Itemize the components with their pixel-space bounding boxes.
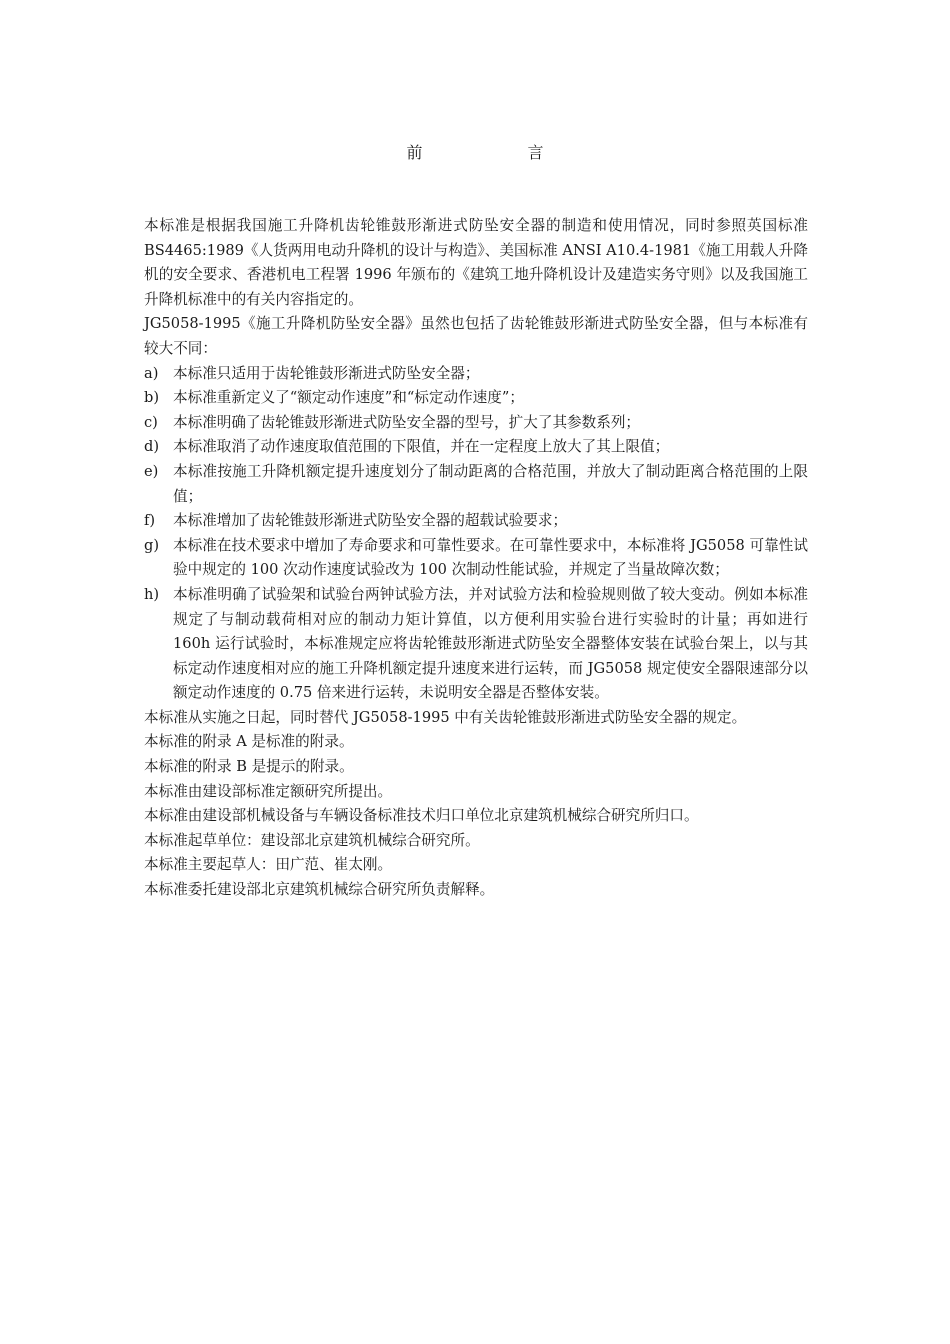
list-item-marker: b) — [144, 389, 160, 407]
list-item-e — [144, 460, 808, 509]
list-item-text: 本标准按施工升降机额定提升速度划分了制动距离的合格范围，并放大了制动距离合格范围的上限值； — [173, 462, 808, 505]
list-item-a — [144, 362, 808, 387]
list-item-f — [144, 509, 808, 534]
list-item-marker: a) — [144, 364, 159, 382]
intro-paragraph-2: JG5058-1995《施工升降机防坠安全器》虽然也包括了齿轮锥鼓形渐进式防坠安全器，但与本标准有较大不同： — [144, 315, 808, 357]
list-item-b — [144, 386, 808, 411]
closing-paragraph-2: 本标准的附录 A 是标准的附录。 — [144, 733, 354, 751]
list-item-text: 本标准在技术要求中增加了寿命要求和可靠性要求。在可靠性要求中，本标准将 JG5058 可靠性试验中规定的 100 次动作速度试验改为 100 次制动性能试验，并规定了当量故障次数； — [173, 536, 808, 579]
page-title: 前 言 — [406, 143, 594, 162]
list-item-marker: g) — [144, 536, 160, 554]
list-item-text: 本标准只适用于齿轮锥鼓形渐进式防坠安全器； — [173, 364, 480, 382]
list-item-text: 本标准增加了齿轮锥鼓形渐进式防坠安全器的超载试验要求； — [173, 512, 568, 530]
list-item-marker: f) — [144, 512, 156, 530]
list-item-d — [144, 435, 808, 460]
list-item-text: 本标准明确了齿轮锥鼓形渐进式防坠安全器的型号，扩大了其参数系列； — [173, 413, 641, 431]
list-item-marker: h) — [144, 585, 160, 603]
list-item-marker: c) — [144, 413, 158, 431]
list-item-text: 本标准重新定义了“额定动作速度”和“标定动作速度”； — [173, 389, 524, 407]
closing-paragraph-3: 本标准的附录 B 是提示的附录。 — [144, 758, 354, 776]
closing-paragraph-8: 本标准委托建设部北京建筑机械综合研究所负责解释。 — [144, 881, 495, 899]
closing-paragraph-1: 本标准从实施之日起，同时替代 JG5058-1995 中有关齿轮锥鼓形渐进式防坠安全器的规定。 — [144, 708, 747, 726]
closing-paragraph-4: 本标准由建设部标准定额研究所提出。 — [144, 782, 393, 800]
list-item-g — [144, 534, 808, 583]
list-item-text: 本标准取消了动作速度取值范围的下限值，并在一定程度上放大了其上限值； — [173, 438, 670, 456]
list-item-c — [144, 411, 808, 436]
foreword-body — [144, 214, 808, 903]
closing-paragraph-5: 本标准由建设部机械设备与车辆设备标准技术归口单位北京建筑机械综合研究所归口。 — [144, 807, 699, 825]
list-item-text: 本标准明确了试验架和试验台两钟试验方法，并对试验方法和检验规则做了较大变动。例如本标准规定了与制动载荷相对应的制动力矩计算值，以方便利用实验台进行实验时的计量；再如进行 160h 运行试验时，本标准规定应将齿轮锥鼓形渐进式防坠安全器整体安装在试验台架上，以与其标定动作速度相对应的施工升降机额定提升速度来进行运转，而 JG5058 规定使安全器限速部分以额定动作速度的 0.75 倍来进行运转，未说明安全器是否整体安装。 — [173, 585, 808, 702]
closing-paragraph-6: 本标准起草单位：建设部北京建筑机械综合研究所。 — [144, 831, 480, 849]
intro-paragraph-1: 本标准是根据我国施工升降机齿轮锥鼓形渐进式防坠安全器的制造和使用情况，同时参照英国标准 BS4465:1989《人货两用电动升降机的设计与构造》、美国标准 ANSI A10.4-1981《施工用载人升降机的安全要求、香港机电工程署 1996 年颁布的《建筑工地升降机设计及建造实务守则》以及我国施工升降机标准中的有关内容指定的。 — [144, 217, 808, 308]
list-item-h — [144, 583, 808, 706]
closing-paragraph-7: 本标准主要起草人：田广范、崔太刚。 — [144, 856, 393, 874]
list-item-marker: e) — [144, 462, 159, 480]
list-item-marker: d) — [144, 438, 160, 456]
